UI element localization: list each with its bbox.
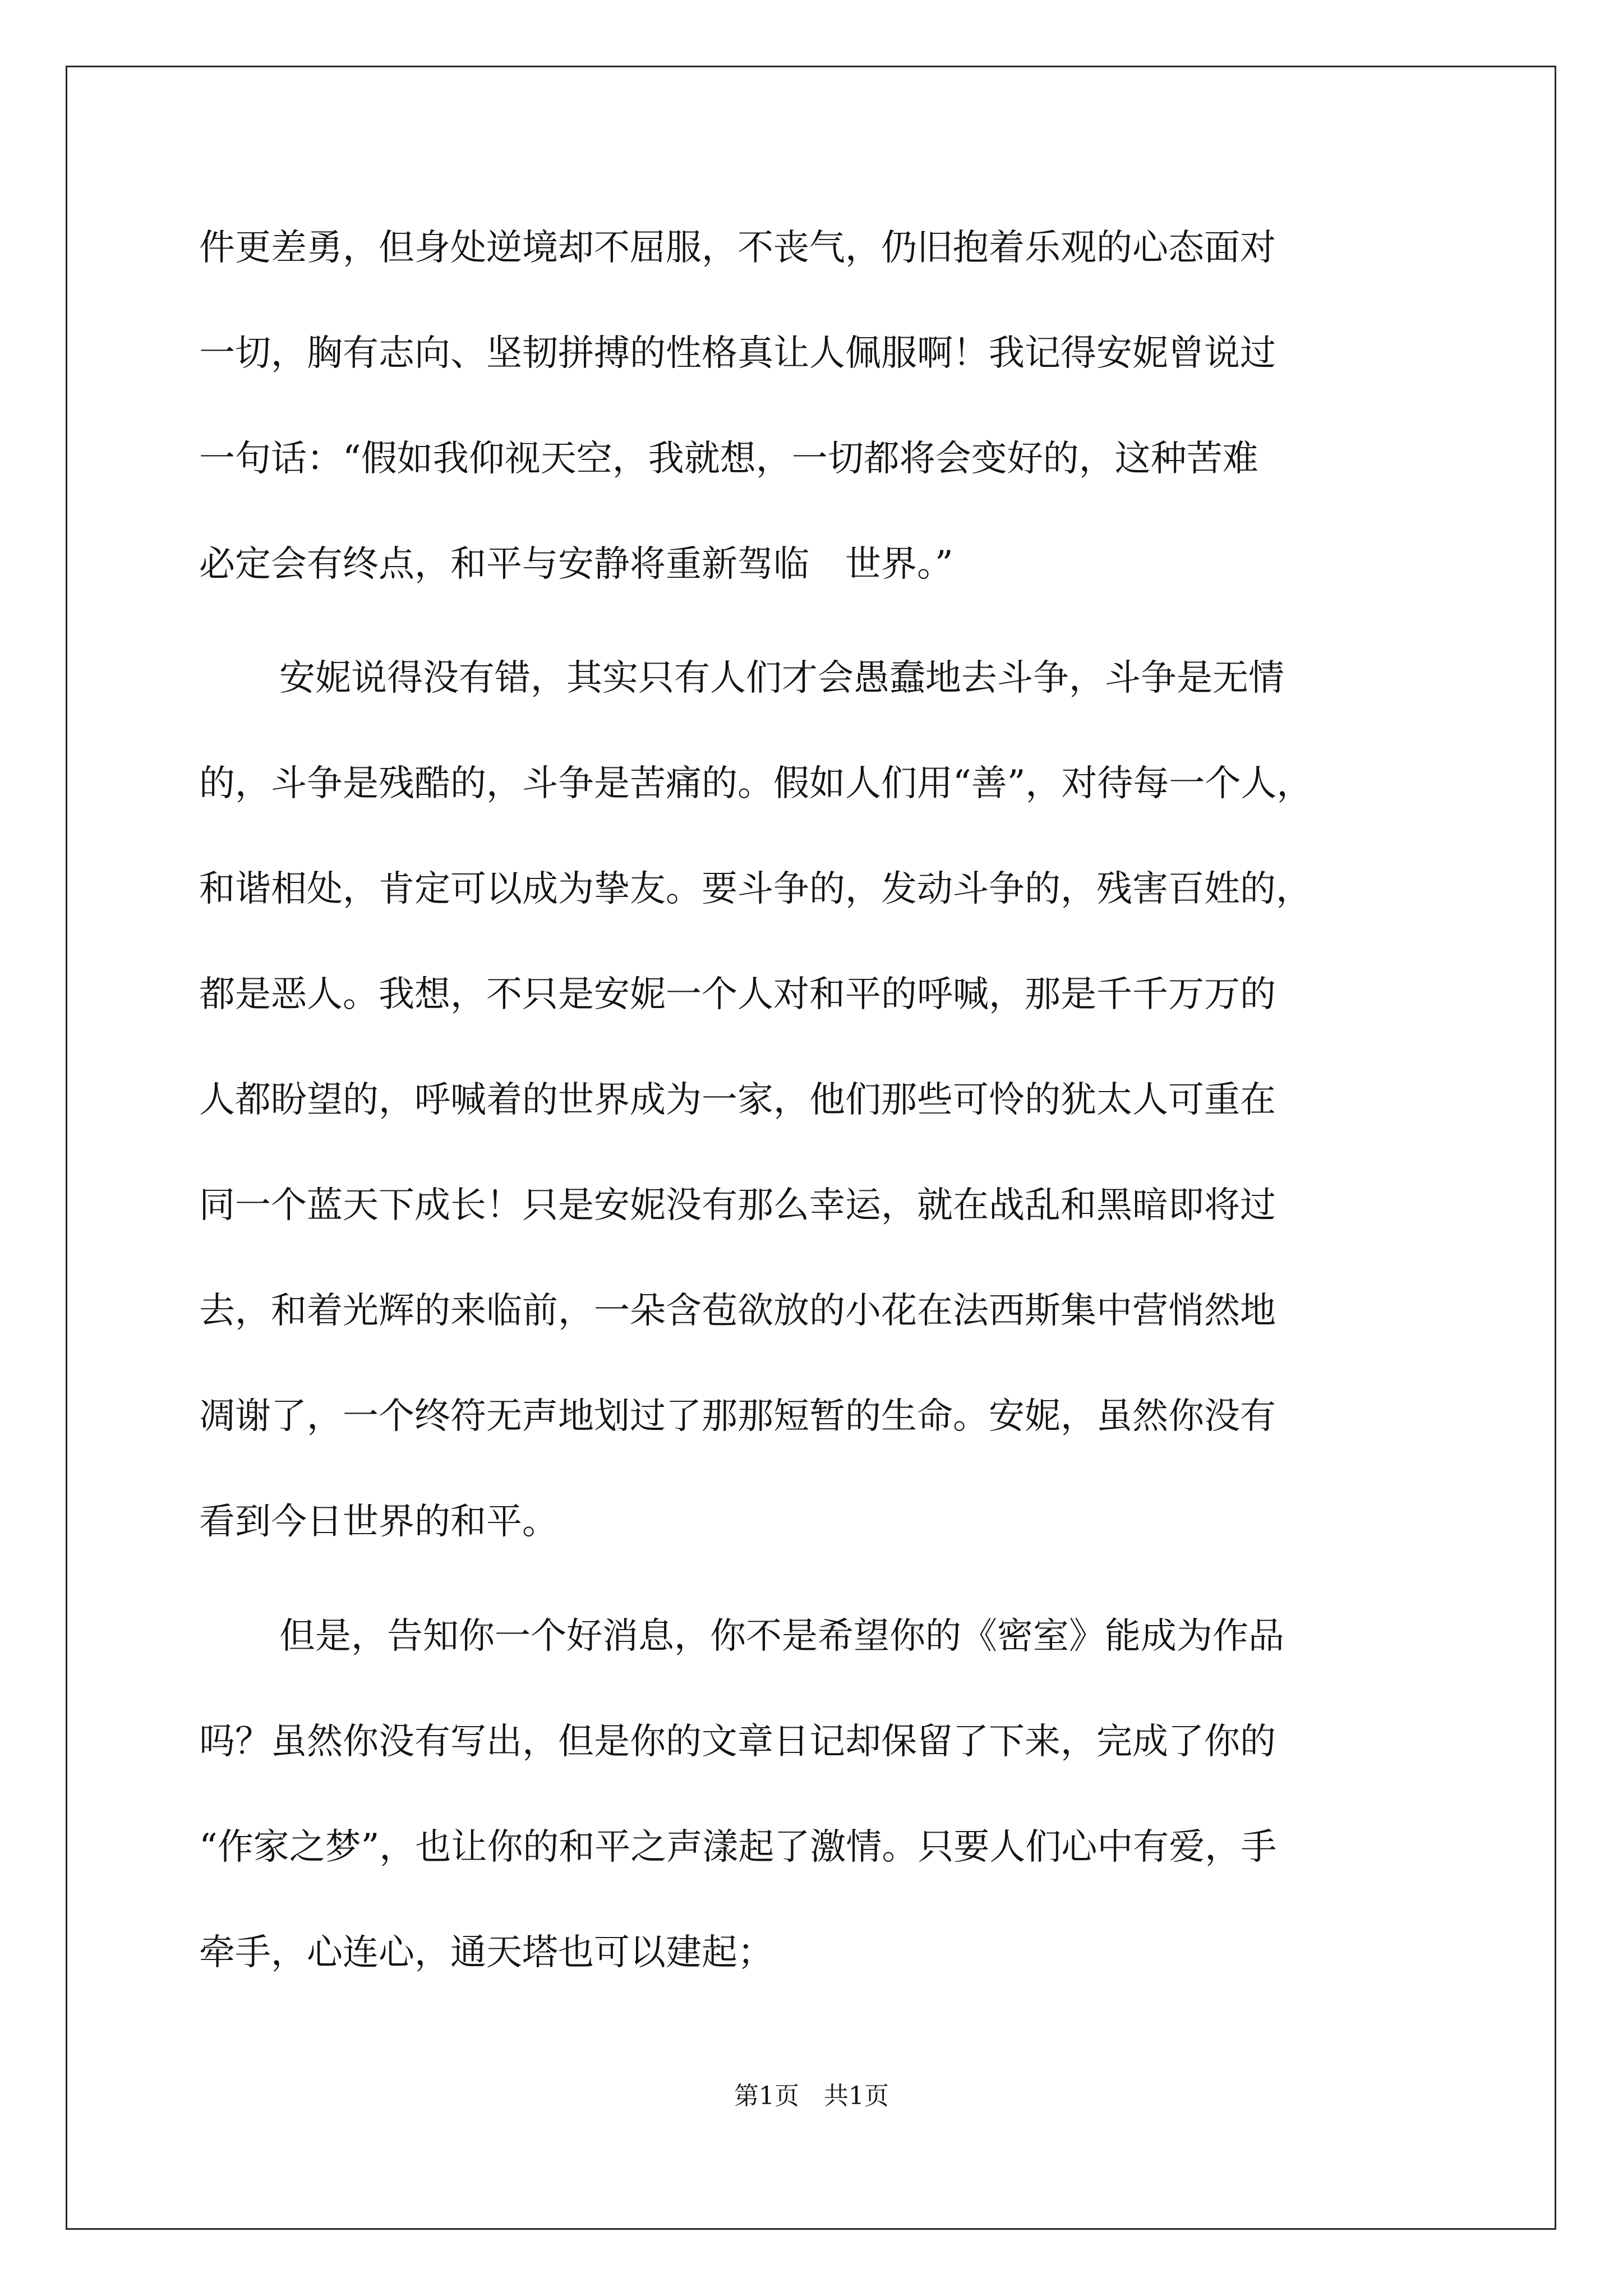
text-line: 去，和着光辉的来临前，一朵含苞欲放的小花在法西斯集中营悄然地 bbox=[199, 1290, 1276, 1332]
text-line: 和谐相处，肯定可以成为挚友。要斗争的，发动斗争的，残害百姓的， bbox=[199, 868, 1312, 910]
paragraph-first-line: 安妮说得没有错，其实只有人们才会愚蠢地去斗争，斗争是无情 bbox=[279, 657, 1284, 699]
paragraph-first-line: 但是，告知你一个好消息，你不是希望你的《密室》能成为作品 bbox=[279, 1616, 1284, 1657]
text-line: 牵手，心连心，通天塔也可以建起； bbox=[199, 1932, 773, 1973]
text-line: 必定会有终点，和平与安静将重新驾临 世界。” bbox=[199, 544, 953, 585]
text-line: 人都盼望的，呼喊着的世界成为一家，他们那些可怜的犹太人可重在 bbox=[199, 1079, 1276, 1121]
text-line: 同一个蓝天下成长！只是安妮没有那么幸运，就在战乱和黑暗即将过 bbox=[199, 1185, 1276, 1226]
text-line: “作家之梦”，也让你的和平之声漾起了激情。只要人们心中有爱，手 bbox=[199, 1826, 1277, 1868]
text-line: 都是恶人。我想，不只是安妮一个人对和平的呼喊，那是千千万万的 bbox=[199, 974, 1276, 1015]
text-line: 吗？虽然你没有写出，但是你的文章日记却保留了下来，完成了你的 bbox=[199, 1721, 1276, 1763]
text-line: 凋谢了，一个终符无声地划过了那那短暂的生命。安妮，虽然你没有 bbox=[199, 1396, 1276, 1437]
text-line: 件更差勇，但身处逆境却不屈服，不丧气，仍旧抱着乐观的心态面对 bbox=[199, 227, 1276, 269]
page-number-footer: 第1页 共1页 bbox=[734, 2082, 889, 2110]
text-line: 看到今日世界的和平。 bbox=[199, 1501, 558, 1543]
text-line: 的，斗争是残酷的，斗争是苦痛的。假如人们用“善”，对待每一个人， bbox=[199, 763, 1313, 804]
page-border bbox=[66, 66, 1556, 2230]
text-line: 一切，胸有志向、坚韧拼搏的性格真让人佩服啊！我记得安妮曾说过 bbox=[199, 333, 1276, 374]
text-line: 一句话：“假如我仰视天空，我就想，一切都将会变好的，这种苦难 bbox=[199, 438, 1258, 480]
